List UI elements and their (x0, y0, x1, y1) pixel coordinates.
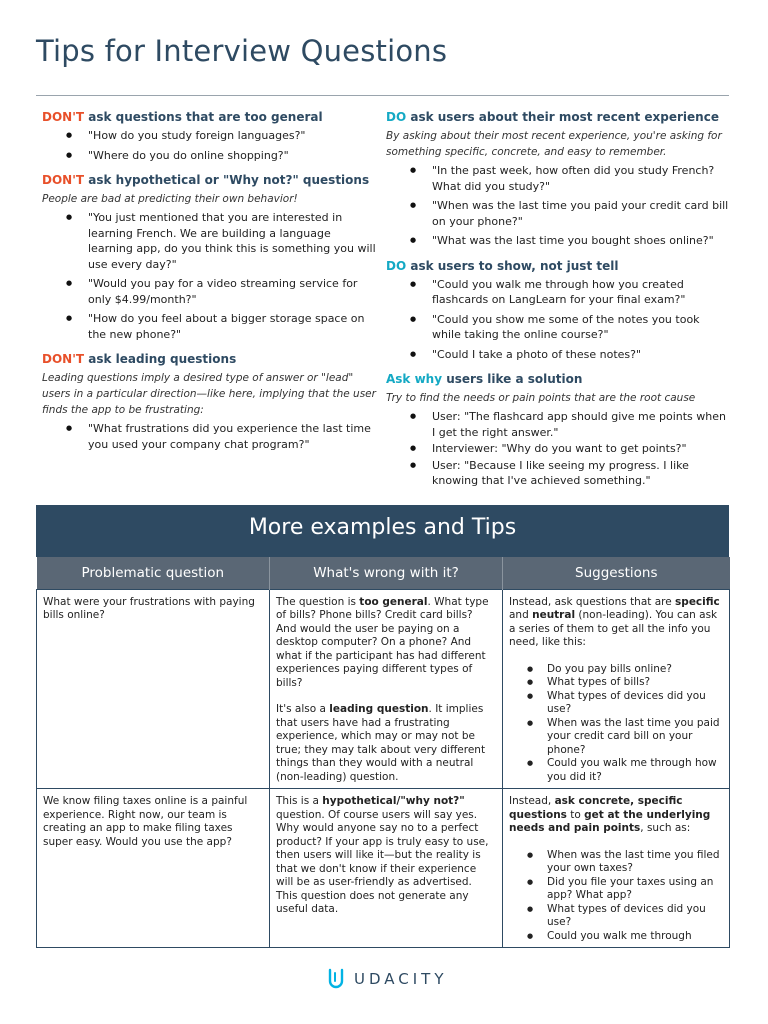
udacity-u-icon (326, 968, 346, 990)
example-item: ● "You just mentioned that you are interested in learning French. We are building a language learning app, do you think this is something you will use every day?" (66, 210, 376, 272)
suggestion-item: ● Do you pay bills online? (527, 663, 723, 677)
example-item: ● "Would you pay for a video streaming service for only $4.99/month?" (66, 276, 376, 307)
text-run: and (509, 609, 533, 621)
tip-description: By asking about their most recent experience, you're asking for something specific, concrete, and easy to remember. (386, 130, 722, 158)
example-item: ● User: "Because I like seeing my progress. I like knowing that I've achieved something." (410, 458, 730, 489)
bold-run: leading question (329, 703, 429, 715)
column-header: Problematic question (37, 557, 270, 589)
dont-keyword: DON'T (42, 352, 85, 366)
text-run: The question is (276, 595, 360, 608)
bold-run: hypothetical/"why not?" (322, 795, 465, 807)
tip-ask-why (386, 370, 730, 489)
example-list (410, 409, 730, 489)
do-keyword: DO (386, 110, 407, 124)
cell-paragraph (276, 596, 496, 691)
bold-run: specific (675, 595, 720, 608)
text-run: question. Of course users will say yes. Why would anyone say no to a perfect product? If your app is truly easy to use, then users will like it—but the reality is that we don't know if their experience will be as user-friendly as advertised. This question does not generate any useful data. (276, 808, 489, 915)
tip-heading (42, 108, 376, 126)
tip-description: Leading questions imply a desired type of answer or "lead" users in a particular direction—like here, implying that the user finds the app to be frustrating: (42, 372, 376, 416)
example-item: ● "What frustrations did you experience the last time you used your company chat program?" (66, 421, 376, 452)
tip-heading (386, 257, 730, 275)
suggestion-item: ● What types of bills? (527, 676, 723, 690)
right-column (386, 108, 730, 497)
example-item: ● User: "The flashcard app should give me points when I get the right answer." (410, 409, 730, 440)
text-run: Instead, ask questions that are (509, 595, 676, 608)
tip-heading-text: ask users to show, not just tell (406, 258, 619, 273)
table-row (37, 589, 730, 789)
suggestion-item: ● What types of devices did you use? (527, 903, 723, 930)
example-item: ● "Could I take a photo of these notes?" (410, 347, 730, 363)
suggestion-item: ● Could you walk me through how you did it? (527, 757, 723, 784)
bold-run: ask concrete, specific questions (509, 795, 683, 821)
cell-paragraph (276, 795, 496, 917)
bold-run: too general (359, 595, 428, 608)
brand-wordmark: UDACITY (354, 970, 448, 988)
whats-wrong-cell (270, 589, 503, 789)
text-run: Instead, (509, 795, 555, 807)
text-run: It's also a (276, 703, 330, 715)
cell-paragraph (509, 795, 723, 836)
column-header: What's wrong with it? (270, 557, 503, 589)
ask-why-keyword: Ask why (386, 372, 443, 386)
page-title: Tips for Interview Questions (36, 34, 448, 68)
example-item: ● "How do you feel about a bigger storage space on the new phone?" (66, 311, 376, 342)
problematic-question-cell: What were your frustrations with paying bills online? (37, 589, 270, 789)
bold-run: neutral (532, 609, 576, 621)
example-item: ● "In the past week, how often did you study French? What did you study?" (410, 163, 730, 194)
example-list (410, 163, 730, 249)
tip-heading-text: ask hypothetical or "Why not?" questions (84, 173, 370, 187)
tip-description: Try to find the needs or pain points that are the root cause (386, 392, 696, 404)
tip-heading (386, 370, 730, 388)
tip-dont-leading (42, 350, 376, 452)
examples-banner: More examples and Tips (36, 505, 729, 557)
tip-heading-text: users like a solution (442, 372, 583, 386)
tip-heading-text: ask leading questions (84, 352, 237, 366)
example-list (66, 210, 376, 342)
suggestion-list (527, 663, 723, 785)
left-column (42, 108, 376, 460)
example-list (66, 421, 376, 452)
text-run: (non-leading). You can ask a series of them to get all the info you need, like this: (509, 609, 718, 648)
tip-do-recent (386, 108, 730, 249)
dont-keyword: DON'T (42, 110, 85, 124)
examples-table (36, 557, 730, 948)
text-run: This is a (276, 795, 323, 807)
cell-paragraph (276, 703, 496, 784)
suggestion-item: ● What types of devices did you use? (527, 690, 723, 717)
example-list (66, 128, 376, 163)
example-item: ● "Where do you do online shopping?" (66, 148, 376, 164)
example-item: ● Interviewer: "Why do you want to get points?" (410, 441, 730, 457)
suggestion-item: ● When was the last time you filed your own taxes? (527, 849, 723, 876)
example-item: ● "Could you show me some of the notes you took while taking the online course?" (410, 312, 730, 343)
suggestion-item: ● Did you file your taxes using an app? What app? (527, 876, 723, 903)
title-divider (36, 95, 729, 96)
udacity-logo (326, 968, 448, 990)
suggestion-item: ● Could you walk me through (527, 930, 723, 944)
dont-keyword: DON'T (42, 173, 85, 187)
cell-paragraph (509, 596, 723, 650)
tip-heading (42, 350, 376, 368)
tip-heading (42, 171, 376, 189)
text-run: to (566, 808, 585, 821)
example-item: ● "When was the last time you paid your credit card bill on your phone?" (410, 198, 730, 229)
bold-run: get at the underlying needs and pain points (509, 808, 711, 834)
text-run: , such as: (640, 822, 691, 834)
suggestion-list (527, 849, 723, 944)
example-item: ● "Could you walk me through how you created flashcards on LangLearn for your final exam?" (410, 277, 730, 308)
tip-dont-general (42, 108, 376, 163)
text-run: . It implies that users have had a frustrating experience, which may or may not be true; they may talk about very different things than they would with a neutral (non-leading) question. (276, 703, 486, 783)
table-row (37, 789, 730, 948)
suggestion-item: ● When was the last time you paid your credit card bill on your phone? (527, 717, 723, 758)
text-run: . What type of bills? Phone bills? Credit card bills? And would the user be paying on a desktop computer? On a phone? And what if the participant has had different experiences paying different types of bills? (276, 595, 489, 689)
tip-heading (386, 108, 730, 126)
tip-heading-text: ask users about their most recent experience (406, 110, 719, 124)
suggestions-cell (503, 789, 730, 948)
tip-heading-text: ask questions that are too general (84, 110, 323, 124)
tip-do-show (386, 257, 730, 363)
column-header: Suggestions (503, 557, 730, 589)
example-list (410, 277, 730, 363)
problematic-question-cell: We know filing taxes online is a painful experience. Right now, our team is creating an app to make filing taxes super easy. Would you use the app? (37, 789, 270, 948)
do-keyword: DO (386, 258, 407, 273)
whats-wrong-cell (270, 789, 503, 948)
example-item: ● "How do you study foreign languages?" (66, 128, 376, 144)
example-item: ● "What was the last time you bought shoes online?" (410, 233, 730, 249)
table-header-row (37, 557, 730, 589)
tip-description: People are bad at predicting their own behavior! (42, 193, 298, 205)
suggestions-cell (503, 589, 730, 789)
tip-dont-hypothetical (42, 171, 376, 342)
